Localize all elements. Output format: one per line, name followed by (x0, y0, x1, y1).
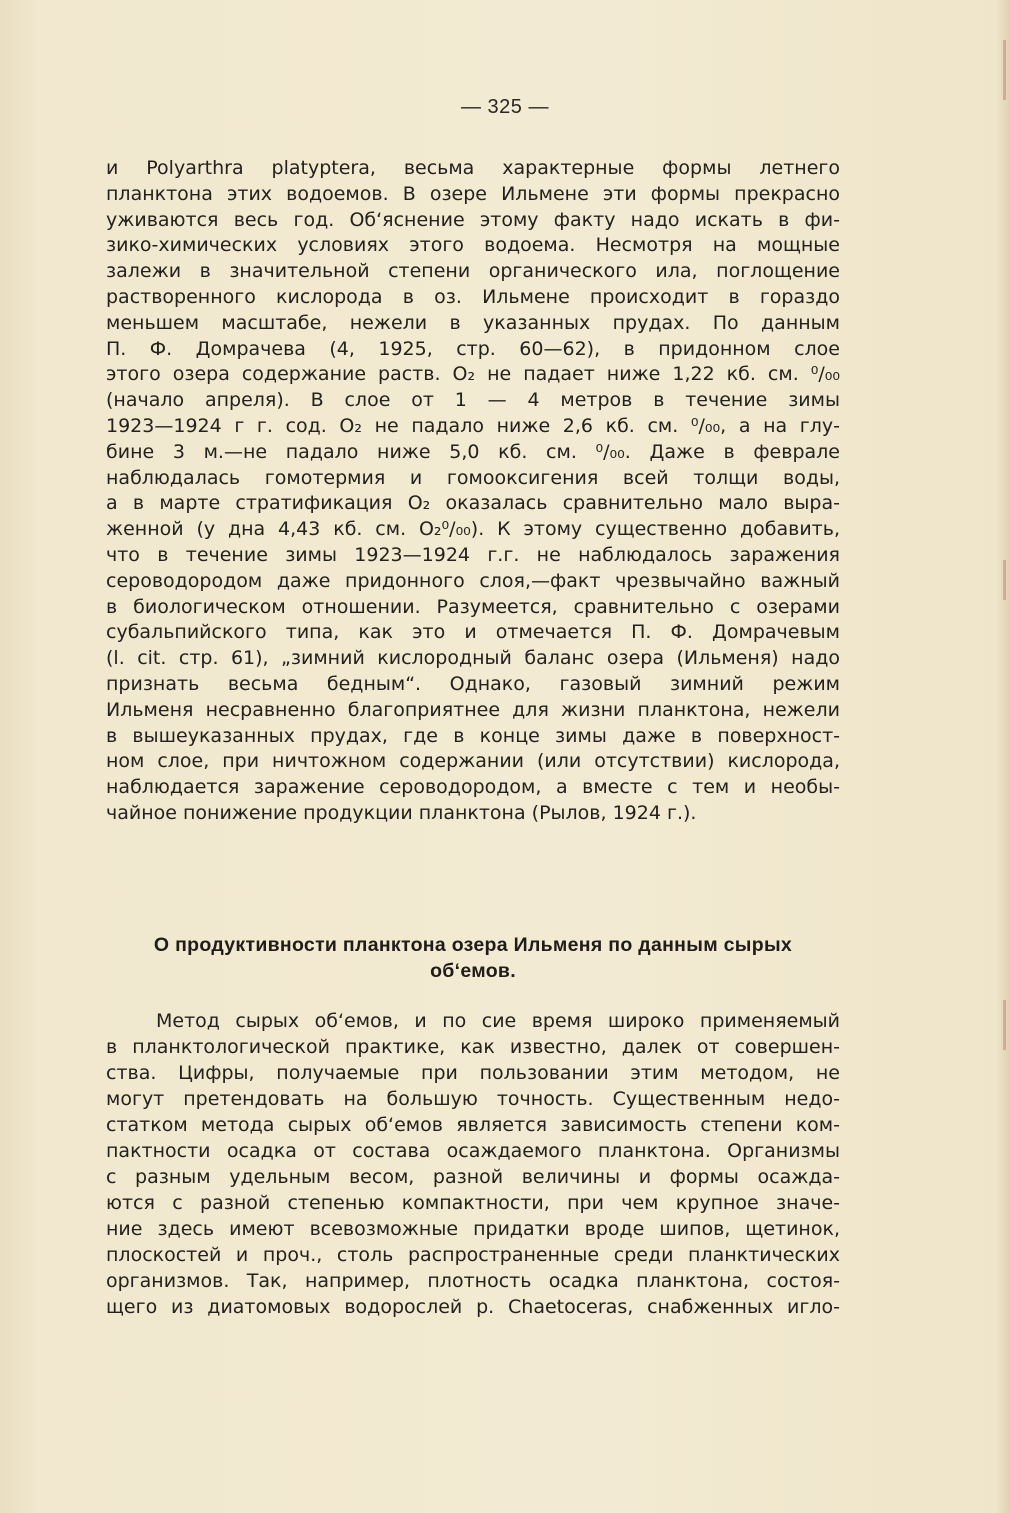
edge-mark (1003, 40, 1006, 100)
text-line: организмов. Так, например, плотность осадка планктона, состоя- (106, 1270, 840, 1292)
text-line: ства. Цифры, получаемые при пользовании этим методом, не (106, 1062, 840, 1084)
text-line: ние здесь имеют всевозможные придатки вроде шипов, щетинок, (106, 1218, 840, 1240)
text-line: Метод сырых об‘емов, и по сие время широко применяемый (156, 1010, 840, 1032)
text-line: бине 3 м.—не падало ниже 5,0 кб. см. ⁰/₀₀. Даже в феврале (106, 440, 840, 463)
heading-line: О продуктивности планктона озера Ильменя по данным сырых (153, 934, 793, 956)
text-line: в биологическом отношении. Разумеется, сравнительно с озерами (106, 595, 840, 618)
edge-mark (1003, 560, 1006, 600)
text-line: могут претендовать на большую точность. Существенным недо- (106, 1088, 840, 1110)
text-line: щего из диатомовых водорослей р. Chaetoceras, снабженных игло- (106, 1296, 840, 1318)
text-line: ном слое, при ничтожном содержании (или отсутствии) кислорода, (106, 750, 840, 773)
edge-mark (1003, 1000, 1006, 1050)
text-line: П. Ф. Домрачева (4, 1925, стр. 60—62), в придонном слое (106, 337, 840, 360)
text-line: признать весьма бедным“. Однако, газовый зимний режим (106, 672, 840, 695)
text-line: чайное понижение продукции планктона (Рылов, 1924 г.). (106, 801, 697, 824)
text-line: ются с разной степенью компактности, при чем крупное значе- (106, 1192, 840, 1214)
text-line: в вышеуказанных прудах, где в конце зимы даже в поверхност- (106, 724, 840, 747)
text-line: (начало апреля). В слое от 1 — 4 метров в течение зимы (106, 389, 840, 412)
section-heading (106, 932, 840, 984)
text-line: уживаются весь год. Об‘яснение этому факту надо искать в фи- (106, 208, 840, 231)
text-line: и Polyarthra platyptera, весьма характерные формы летнего (106, 157, 840, 179)
page-number: — 325 — (461, 96, 549, 118)
text-line: плоскостей и проч., столь распространенные среди планктических (106, 1244, 840, 1266)
text-line: статком метода сырых об‘емов является зависимость степени ком- (106, 1114, 840, 1136)
text-line: пактности осадка от состава осаждаемого планктона. Организмы (106, 1140, 840, 1162)
text-line: этого озера содержание раств. O₂ не падает ниже 1,22 кб. см. ⁰/₀₀ (106, 363, 840, 386)
text-line: наблюдалась гомотермия и гомооксигения всей толщи воды, (106, 466, 840, 489)
text-line: в планктологической практике, как известно, далек от совершен- (106, 1036, 840, 1058)
text-line: субальпийского типа, как это и отмечается П. Ф. Домрачевым (106, 621, 840, 644)
text-line: 1923—1924 г г. сод. O₂ не падало ниже 2,6 кб. см. ⁰/₀₀, а на глу- (106, 414, 840, 437)
text-line: Ильменя несравненно благоприятнее для жизни планктона, нежели (106, 698, 840, 721)
text-line: (l. cit. стр. 61), „зимний кислородный баланс озера (Ильменя) надо (106, 647, 840, 670)
heading-line: об‘емов. (430, 960, 516, 982)
text-line: зико-химических условиях этого водоема. Несмотря на мощные (106, 234, 840, 257)
paragraph-raw-volume-method (106, 1008, 840, 1320)
text-line: сероводородом даже придонного слоя,—факт чрезвычайно важный (106, 569, 840, 592)
text-line: а в марте стратификация O₂ оказалась сравнительно мало выра- (106, 492, 840, 515)
text-line: наблюдается заражение сероводородом, а вместе с тем и необы- (106, 776, 840, 799)
text-line: что в течение зимы 1923—1924 г.г. не наблюдалось заражения (106, 543, 840, 566)
page-edge-shadow (996, 0, 1010, 1513)
text-line: женной (у дна 4,43 кб. см. O₂⁰/₀₀). К этому существенно добавить, (106, 518, 840, 541)
text-line: с разным удельным весом, разной величины и формы осажда- (106, 1166, 840, 1188)
text-line: планктона этих водоемов. В озере Ильмене эти формы прекрасно (106, 182, 840, 205)
paragraph-oxygen-regime (106, 156, 840, 827)
text-line: растворенного кислорода в оз. Ильмене происходит в гораздо (106, 285, 840, 308)
text-line: меньшем масштабе, нежели в указанных прудах. По данным (106, 311, 840, 334)
text-line: залежи в значительной степени органического ила, поглощение (106, 260, 840, 283)
